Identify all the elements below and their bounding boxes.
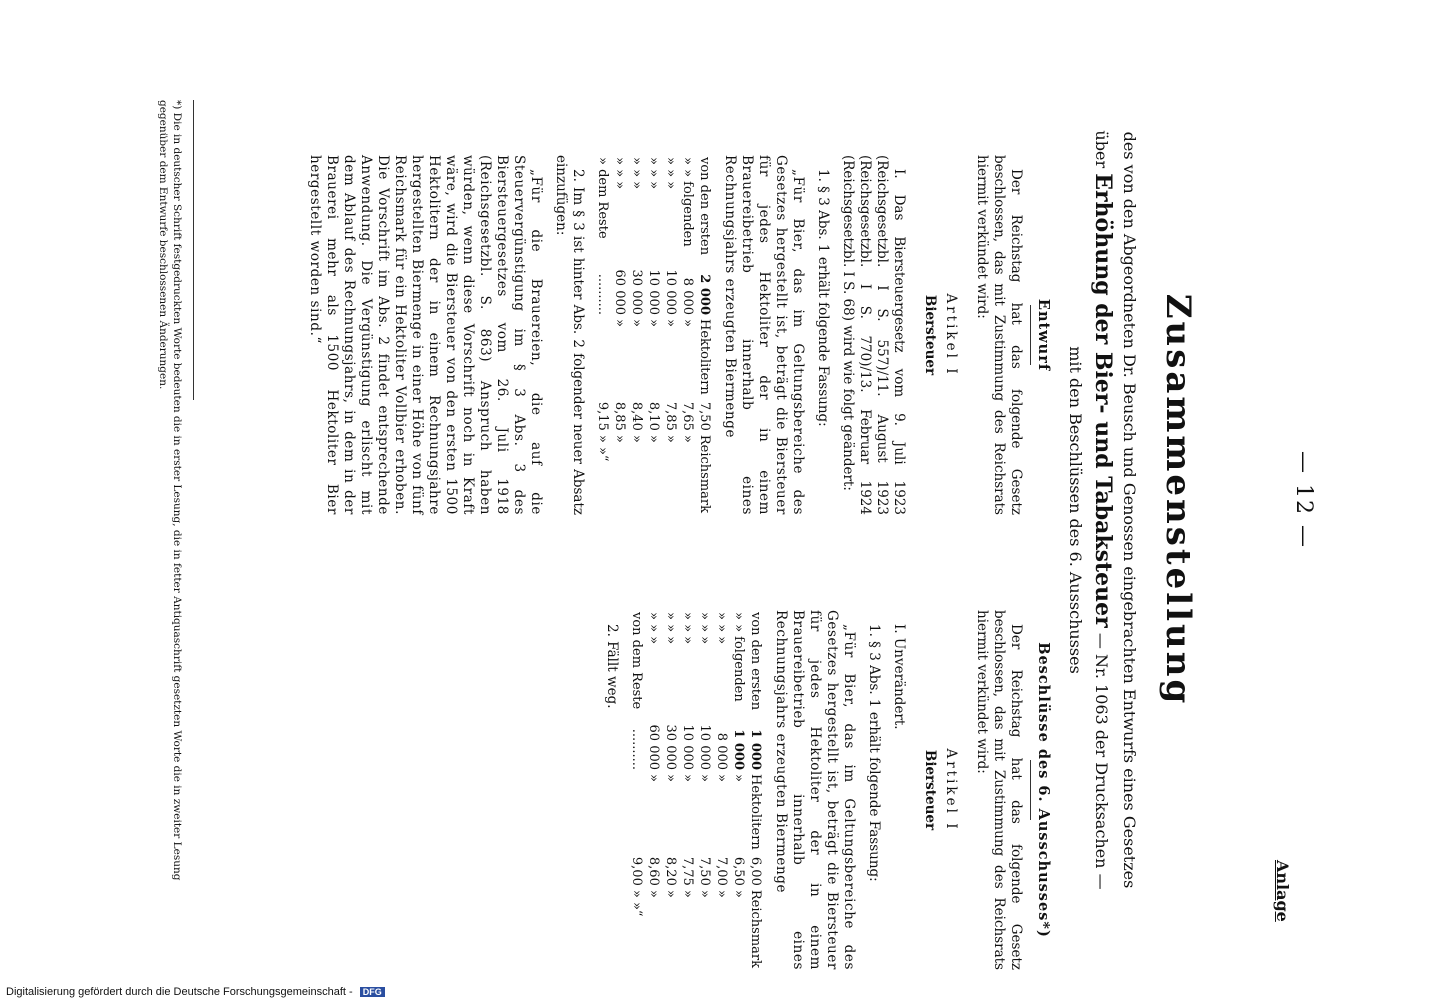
rate-row xyxy=(696,155,713,515)
rate-range-label: » » » xyxy=(697,612,712,645)
rate-amount: 7,65 xyxy=(680,401,695,431)
item-text: I. Das Biersteuergesetz vom 9. Juli 1923 (Reichsgesetzbl. I S. 557)/11. August 1923 (Reichsgesetzbl. I S. 770)/13. Februar 1924 (Reichsgesetzbl. I S. 68) wird wie folgt geändert: xyxy=(840,155,907,515)
rate-amount: 9,15 xyxy=(595,401,610,431)
rate-unit: » xyxy=(663,774,678,782)
rate-row xyxy=(628,610,645,970)
rate-quantity: 1 000 xyxy=(748,729,763,771)
rate-unit: » xyxy=(731,774,746,782)
rate-range-label: » » » xyxy=(680,612,695,645)
column-heading: Beschlüsse des 6. Ausschusses*) xyxy=(1035,642,1052,938)
rate-unit xyxy=(628,772,645,852)
rate-quantity: 10 000 xyxy=(646,269,661,316)
rate-range-label: » » » xyxy=(612,157,627,190)
quote-text: „Für Bier, das im Geltungsbereiche des Gesetzes hergestellt ist, beträgt die Biersteuer für jedes Hektoliter der in einem Brauereibetrieb innerhalb eines Rechnungsjahrs erzeugten Biermenge xyxy=(722,155,806,515)
annex-label: Anlage xyxy=(1273,860,1292,922)
rate-quantity: 30 000 xyxy=(629,269,644,316)
column-heading: Entwurf xyxy=(1035,298,1052,372)
page-title: Zusammenstellung xyxy=(1158,293,1198,707)
rate-row xyxy=(645,155,662,515)
rate-currency: » xyxy=(714,889,729,898)
page-number: — 12 — xyxy=(1291,451,1316,549)
subtitle-line-2 xyxy=(1088,120,1116,900)
rate-amount: 6,50 xyxy=(731,856,746,886)
column-draft xyxy=(298,155,1052,515)
rate-currency: » xyxy=(612,434,627,443)
rate-unit: Hektolitern xyxy=(748,774,763,850)
rate-currency: » »“ xyxy=(629,889,644,917)
article-heading: Artikel I xyxy=(943,293,959,377)
rate-range-label: von den ersten xyxy=(748,612,763,711)
rate-unit: » xyxy=(680,774,695,782)
rate-unit: » xyxy=(663,319,678,327)
rate-amount: 8,20 xyxy=(663,856,678,886)
rate-amount: 8,10 xyxy=(646,401,661,431)
divider xyxy=(1030,305,1031,365)
rate-table xyxy=(628,610,764,970)
item-text: 2. Fällt weg. xyxy=(604,624,620,709)
subtitle-prefix: über xyxy=(1092,130,1111,169)
rate-currency: » xyxy=(663,434,678,443)
rate-row xyxy=(696,610,713,970)
rate-quantity: .......... xyxy=(629,728,644,771)
rate-table xyxy=(594,155,713,515)
rate-quantity: 60 000 xyxy=(646,724,661,771)
rate-range-label: von dem Reste xyxy=(629,612,644,710)
rate-unit: » xyxy=(646,319,661,327)
subtitle-line-3: mit den Beschlüssen des 6. Ausschusses xyxy=(1066,346,1085,674)
footnote-divider xyxy=(193,100,194,400)
rate-unit: » xyxy=(629,319,644,327)
rate-currency: » xyxy=(629,434,644,443)
rate-unit: » xyxy=(680,319,695,327)
rate-row xyxy=(594,155,611,515)
rate-amount: 8,85 xyxy=(612,401,627,431)
rate-quantity: 8 000 xyxy=(714,732,729,771)
rate-unit: » xyxy=(612,319,627,327)
rate-row xyxy=(679,610,696,970)
rate-range-label: » » » xyxy=(646,612,661,645)
item-text: 2. Im § 3 ist hinter Abs. 2 folgender neuer Absatz einzufügen: xyxy=(553,155,586,515)
credit-line xyxy=(6,986,385,998)
divider xyxy=(1030,760,1031,820)
rate-amount: 7,75 xyxy=(680,856,695,886)
rate-quantity: 1 000 xyxy=(731,729,746,771)
article-heading: Artikel I xyxy=(943,748,959,832)
rate-currency: » xyxy=(680,889,695,898)
dfg-logo: DFG xyxy=(360,987,385,997)
rate-amount: 7,50 xyxy=(697,401,712,431)
rate-row xyxy=(662,155,679,515)
rate-quantity: .......... xyxy=(595,273,610,316)
rate-currency: » xyxy=(731,889,746,898)
rate-row xyxy=(628,155,645,515)
item-subtext: 1. § 3 Abs. 1 erhält folgende Fassung: xyxy=(815,169,831,427)
rate-quantity: 30 000 xyxy=(663,724,678,771)
column-resolutions xyxy=(595,610,1052,970)
rate-quantity: 60 000 xyxy=(612,269,627,316)
quote-text: „Für Bier, das im Geltungsbereiche des Gesetzes hergestellt ist, beträgt die Biersteuer für jedes Hektoliter der in einem Brauereibetrieb innerhalb eines Rechnungsjahrs erzeugten Biermenge xyxy=(773,610,857,970)
credit-text: Digitalisierung gefördert durch die Deutsche Forschungsgemeinschaft - xyxy=(6,986,353,998)
rate-currency: » xyxy=(680,434,695,443)
rate-amount: 9,00 xyxy=(629,856,644,886)
rate-currency: Reichsmark xyxy=(748,889,763,968)
rate-range-label: » » » xyxy=(646,157,661,190)
subtitle-suffix: — Nr. 1063 der Drucksachen — xyxy=(1092,632,1111,890)
rate-unit xyxy=(594,317,611,397)
rate-range-label: von den ersten xyxy=(697,157,712,256)
rate-amount: 8,60 xyxy=(646,856,661,886)
item-subtext: 1. § 3 Abs. 1 erhält folgende Fassung: xyxy=(866,624,882,882)
intro-text: Der Reichstag hat das folgende Gesetz beschlossen, das mit Zustimmung des Reichsrats hiermit verkündet wird: xyxy=(974,610,1024,970)
rate-currency: » xyxy=(646,889,661,898)
rate-currency: » xyxy=(663,889,678,898)
rate-quantity: 10 000 xyxy=(663,269,678,316)
rate-unit: » xyxy=(714,774,729,782)
footnote: *) Die in deutscher Schrift festgedruckten Worte bedeuten die in erster Lesung, die in fetter Antiquaschrift gesetzten Worte die in zweiter Lesung gegenüber dem Entwurfe beschlossenen Änderungen. xyxy=(157,100,183,881)
rate-currency: » »“ xyxy=(595,434,610,462)
quote-text: „Für die Brauereien, die auf die Steuervergünstigung im § 3 Abs. 3 des Biersteuergesetzes vom 26. Juli 1918 (Reichsgesetzbl. S. 863) Anspruch haben würden, wenn diese Vorschrift noch in Kraft wäre, wird die Biersteuer von den ersten 1500 Hektolitern der in einem Rechnungsjahre hergestellten Biermenge in einer Höhe von fünf Reichsmark für ein Hektoliter Vollbier erhoben. Die Vorschrift im Abs. 2 findet entsprechende Anwendung. Die Vergünstigung erlischt mit dem Ablauf des Rechnungsjahrs, in dem in der Brauerei mehr als 1500 Hektoliter Bier hergestellt worden sind.“ xyxy=(307,155,544,515)
rate-row xyxy=(747,610,764,970)
subtitle-line-1: des von den Abgeordneten Dr. Beusch und Genossen eingebrachten Entwurfs eines Gesetzes xyxy=(1120,131,1139,889)
rate-currency: » xyxy=(697,889,712,898)
rate-amount: 7,00 xyxy=(714,856,729,886)
rate-row xyxy=(679,155,696,515)
rate-row xyxy=(730,610,747,970)
rate-range-label: » » » xyxy=(714,612,729,645)
intro-text: Der Reichstag hat das folgende Gesetz beschlossen, das mit Zustimmung des Reichsrats hiermit verkündet wird: xyxy=(974,155,1024,515)
rate-range-label: » » folgenden xyxy=(731,612,746,702)
rate-row xyxy=(645,610,662,970)
subtitle-law-name: Erhöhung der Bier- und Tabaksteuer xyxy=(1090,173,1116,628)
rate-range-label: » » folgenden xyxy=(680,157,695,247)
rate-amount: 8,40 xyxy=(629,401,644,431)
subtitle xyxy=(1062,120,1142,900)
rate-amount: 7,85 xyxy=(663,401,678,431)
rate-row xyxy=(713,610,730,970)
rate-row xyxy=(611,155,628,515)
rate-unit: Hektolitern xyxy=(697,319,712,395)
rate-quantity: 2 000 xyxy=(697,274,712,316)
rate-range-label: » » » xyxy=(663,612,678,645)
rate-amount: 6,00 xyxy=(748,856,763,886)
item-text: I. Unverändert. xyxy=(891,624,907,730)
article-subheading: Biersteuer xyxy=(922,294,938,376)
rate-row xyxy=(662,610,679,970)
rate-quantity: 10 000 xyxy=(697,724,712,771)
rate-unit: » xyxy=(697,774,712,782)
rate-amount: 7,50 xyxy=(697,856,712,886)
rate-quantity: 8 000 xyxy=(680,277,695,316)
rate-range-label: » » » xyxy=(629,157,644,190)
rate-range-label: » dem Reste xyxy=(595,157,610,239)
rate-quantity: 10 000 xyxy=(680,724,695,771)
article-subheading: Biersteuer xyxy=(922,749,938,831)
rate-currency: Reichsmark xyxy=(697,434,712,513)
rate-unit: » xyxy=(646,774,661,782)
rate-range-label: » » » xyxy=(663,157,678,190)
rate-currency: » xyxy=(646,434,661,443)
